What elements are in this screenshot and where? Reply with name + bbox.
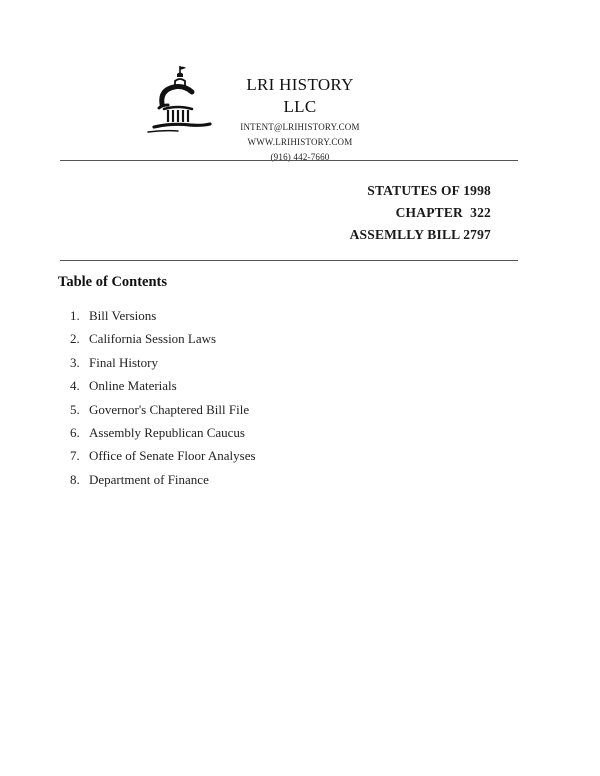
toc-item: [70, 400, 256, 423]
toc-item-number: 7.: [70, 448, 80, 464]
toc-item: [70, 446, 256, 469]
contact-email: INTENT@LRIHISTORY.COM: [240, 122, 360, 132]
toc-item: [70, 306, 256, 329]
toc-item-label: Bill Versions: [89, 308, 157, 323]
contact-phone: (916) 442-7660: [270, 152, 330, 162]
statutes-year: STATUTES OF 1998: [367, 183, 491, 198]
toc-list: [70, 306, 256, 493]
company-name: LRI HISTORY LLC: [246, 75, 354, 116]
bill-number: ASSEMLLY BILL 2797: [349, 227, 491, 242]
toc-item-number: 4.: [70, 378, 80, 394]
bottom-divider: [60, 260, 518, 261]
toc-item-label: Online Materials: [89, 378, 177, 394]
letterhead: [228, 74, 372, 165]
toc-item: [70, 329, 256, 352]
toc-item-label: Office of Senate Floor Analyses: [89, 448, 256, 464]
toc-heading: Table of Contents: [58, 274, 168, 290]
toc-item-label: Governor's Chaptered Bill File: [89, 401, 250, 417]
toc-item-number: 5.: [70, 401, 80, 417]
toc-item-number: 1.: [70, 308, 80, 323]
toc-item-number: 6.: [70, 424, 80, 440]
toc-item-number: 8.: [70, 471, 80, 487]
toc-item-number: 2.: [70, 331, 80, 347]
bill-info: [350, 180, 491, 246]
toc-item-label: Final History: [89, 354, 158, 370]
toc-item-label: Department of Finance: [89, 471, 209, 487]
contact-website: WWW.LRIHISTORY.COM: [247, 137, 353, 147]
top-divider: [60, 160, 518, 161]
toc-item: [70, 470, 256, 493]
toc-item-label: California Session Laws: [89, 331, 217, 347]
toc-item: [70, 423, 256, 446]
capitol-dome-logo-icon: [142, 64, 216, 138]
chapter-number: CHAPTER 322: [395, 205, 491, 220]
toc-item: [70, 376, 256, 399]
toc-item-label: Assembly Republican Caucus: [89, 424, 245, 440]
toc-item-number: 3.: [70, 354, 80, 370]
toc-item: [70, 353, 256, 376]
